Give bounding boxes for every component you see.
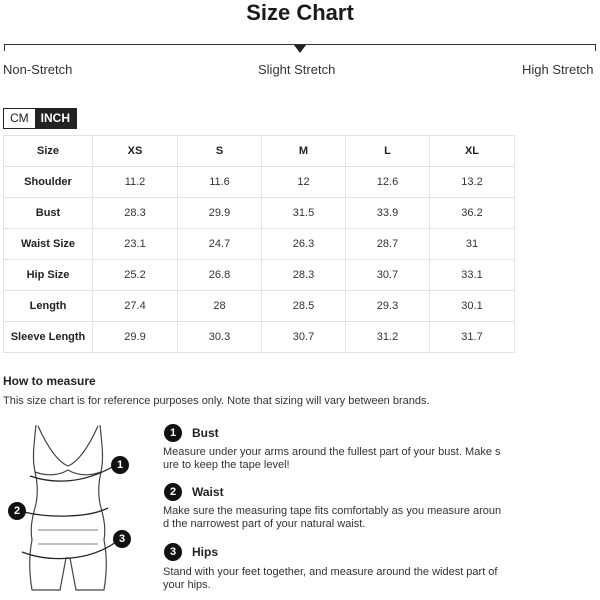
stretch-label-non: Non-Stretch [3, 62, 73, 77]
figure-waist-marker: 2 [8, 502, 26, 520]
body-outline-illustration [8, 420, 138, 595]
table-cell: 33.1 [430, 260, 515, 291]
row-label: Waist Size [4, 229, 93, 260]
table-cell: 30.3 [178, 322, 262, 353]
table-row [4, 167, 515, 198]
page-title: Size Chart [246, 0, 354, 25]
header-s: S [178, 136, 262, 167]
table-cell: 28.3 [262, 260, 346, 291]
step-1-number-icon: 1 [164, 424, 182, 442]
table-header-row [4, 136, 515, 167]
step-3-text-line: your hips. [163, 579, 211, 591]
row-label: Length [4, 291, 93, 322]
step-3-text-line: Stand with your feet together, and measure around the widest part of [163, 566, 498, 578]
table-cell: 31.7 [430, 322, 515, 353]
table-cell: 23.1 [93, 229, 178, 260]
unit-toggle [3, 108, 77, 129]
step-3-number-icon: 3 [164, 543, 182, 561]
step-1-text-line: ure to keep the tape level! [163, 459, 290, 471]
stretch-marker-icon [294, 45, 306, 53]
table-cell: 26.3 [262, 229, 346, 260]
table-cell: 31.2 [346, 322, 430, 353]
table-cell: 13.2 [430, 167, 515, 198]
table-cell: 28.3 [93, 198, 178, 229]
header-size: Size [4, 136, 93, 167]
row-label: Shoulder [4, 167, 93, 198]
step-1-title: Bust [192, 426, 219, 440]
table-cell: 26.8 [178, 260, 262, 291]
table-row [4, 198, 515, 229]
step-1-text [163, 446, 563, 472]
how-to-measure-description: This size chart is for reference purposes only. Note that sizing will vary between brands. [3, 395, 430, 407]
table-cell: 30.1 [430, 291, 515, 322]
step-2-number-icon: 2 [164, 483, 182, 501]
header-l: L [346, 136, 430, 167]
header-xs: XS [93, 136, 178, 167]
table-cell: 36.2 [430, 198, 515, 229]
table-row [4, 229, 515, 260]
stretch-scale-tick-right [595, 44, 596, 51]
figure-hips-marker: 3 [113, 530, 131, 548]
table-cell: 12.6 [346, 167, 430, 198]
table-cell: 11.2 [93, 167, 178, 198]
table-cell: 25.2 [93, 260, 178, 291]
size-table [3, 135, 515, 353]
header-m: M [262, 136, 346, 167]
table-cell: 28.7 [346, 229, 430, 260]
row-label: Hip Size [4, 260, 93, 291]
step-3-title: Hips [192, 545, 219, 559]
table-cell: 11.6 [178, 167, 262, 198]
table-cell: 31.5 [262, 198, 346, 229]
table-cell: 29.9 [93, 322, 178, 353]
table-cell: 33.9 [346, 198, 430, 229]
table-cell: 29.9 [178, 198, 262, 229]
unit-cm-button[interactable]: CM [4, 109, 35, 128]
table-cell: 29.3 [346, 291, 430, 322]
stretch-scale-tick-left [4, 44, 5, 51]
row-label: Bust [4, 198, 93, 229]
figure-bust-marker: 1 [111, 456, 129, 474]
stretch-label-high: High Stretch [522, 62, 594, 77]
table-cell: 24.7 [178, 229, 262, 260]
table-row [4, 291, 515, 322]
step-1-text-line: Measure under your arms around the fullest part of your bust. Make s [163, 446, 501, 458]
step-2-text-line: Make sure the measuring tape fits comfortably as you measure aroun [163, 505, 502, 517]
header-xl: XL [430, 136, 515, 167]
table-cell: 30.7 [262, 322, 346, 353]
table-cell: 30.7 [346, 260, 430, 291]
table-cell: 12 [262, 167, 346, 198]
stretch-label-slight: Slight Stretch [258, 62, 336, 77]
step-2-text [163, 505, 563, 531]
table-cell: 31 [430, 229, 515, 260]
step-2-title: Waist [192, 485, 224, 499]
how-to-measure-title: How to measure [3, 374, 96, 388]
step-3-text [163, 566, 563, 592]
unit-inch-button[interactable]: INCH [35, 109, 76, 128]
step-2-text-line: d the narrowest part of your natural waist. [163, 518, 366, 530]
table-cell: 28 [178, 291, 262, 322]
row-label: Sleeve Length [4, 322, 93, 353]
table-cell: 27.4 [93, 291, 178, 322]
table-row [4, 260, 515, 291]
table-row [4, 322, 515, 353]
table-cell: 28.5 [262, 291, 346, 322]
